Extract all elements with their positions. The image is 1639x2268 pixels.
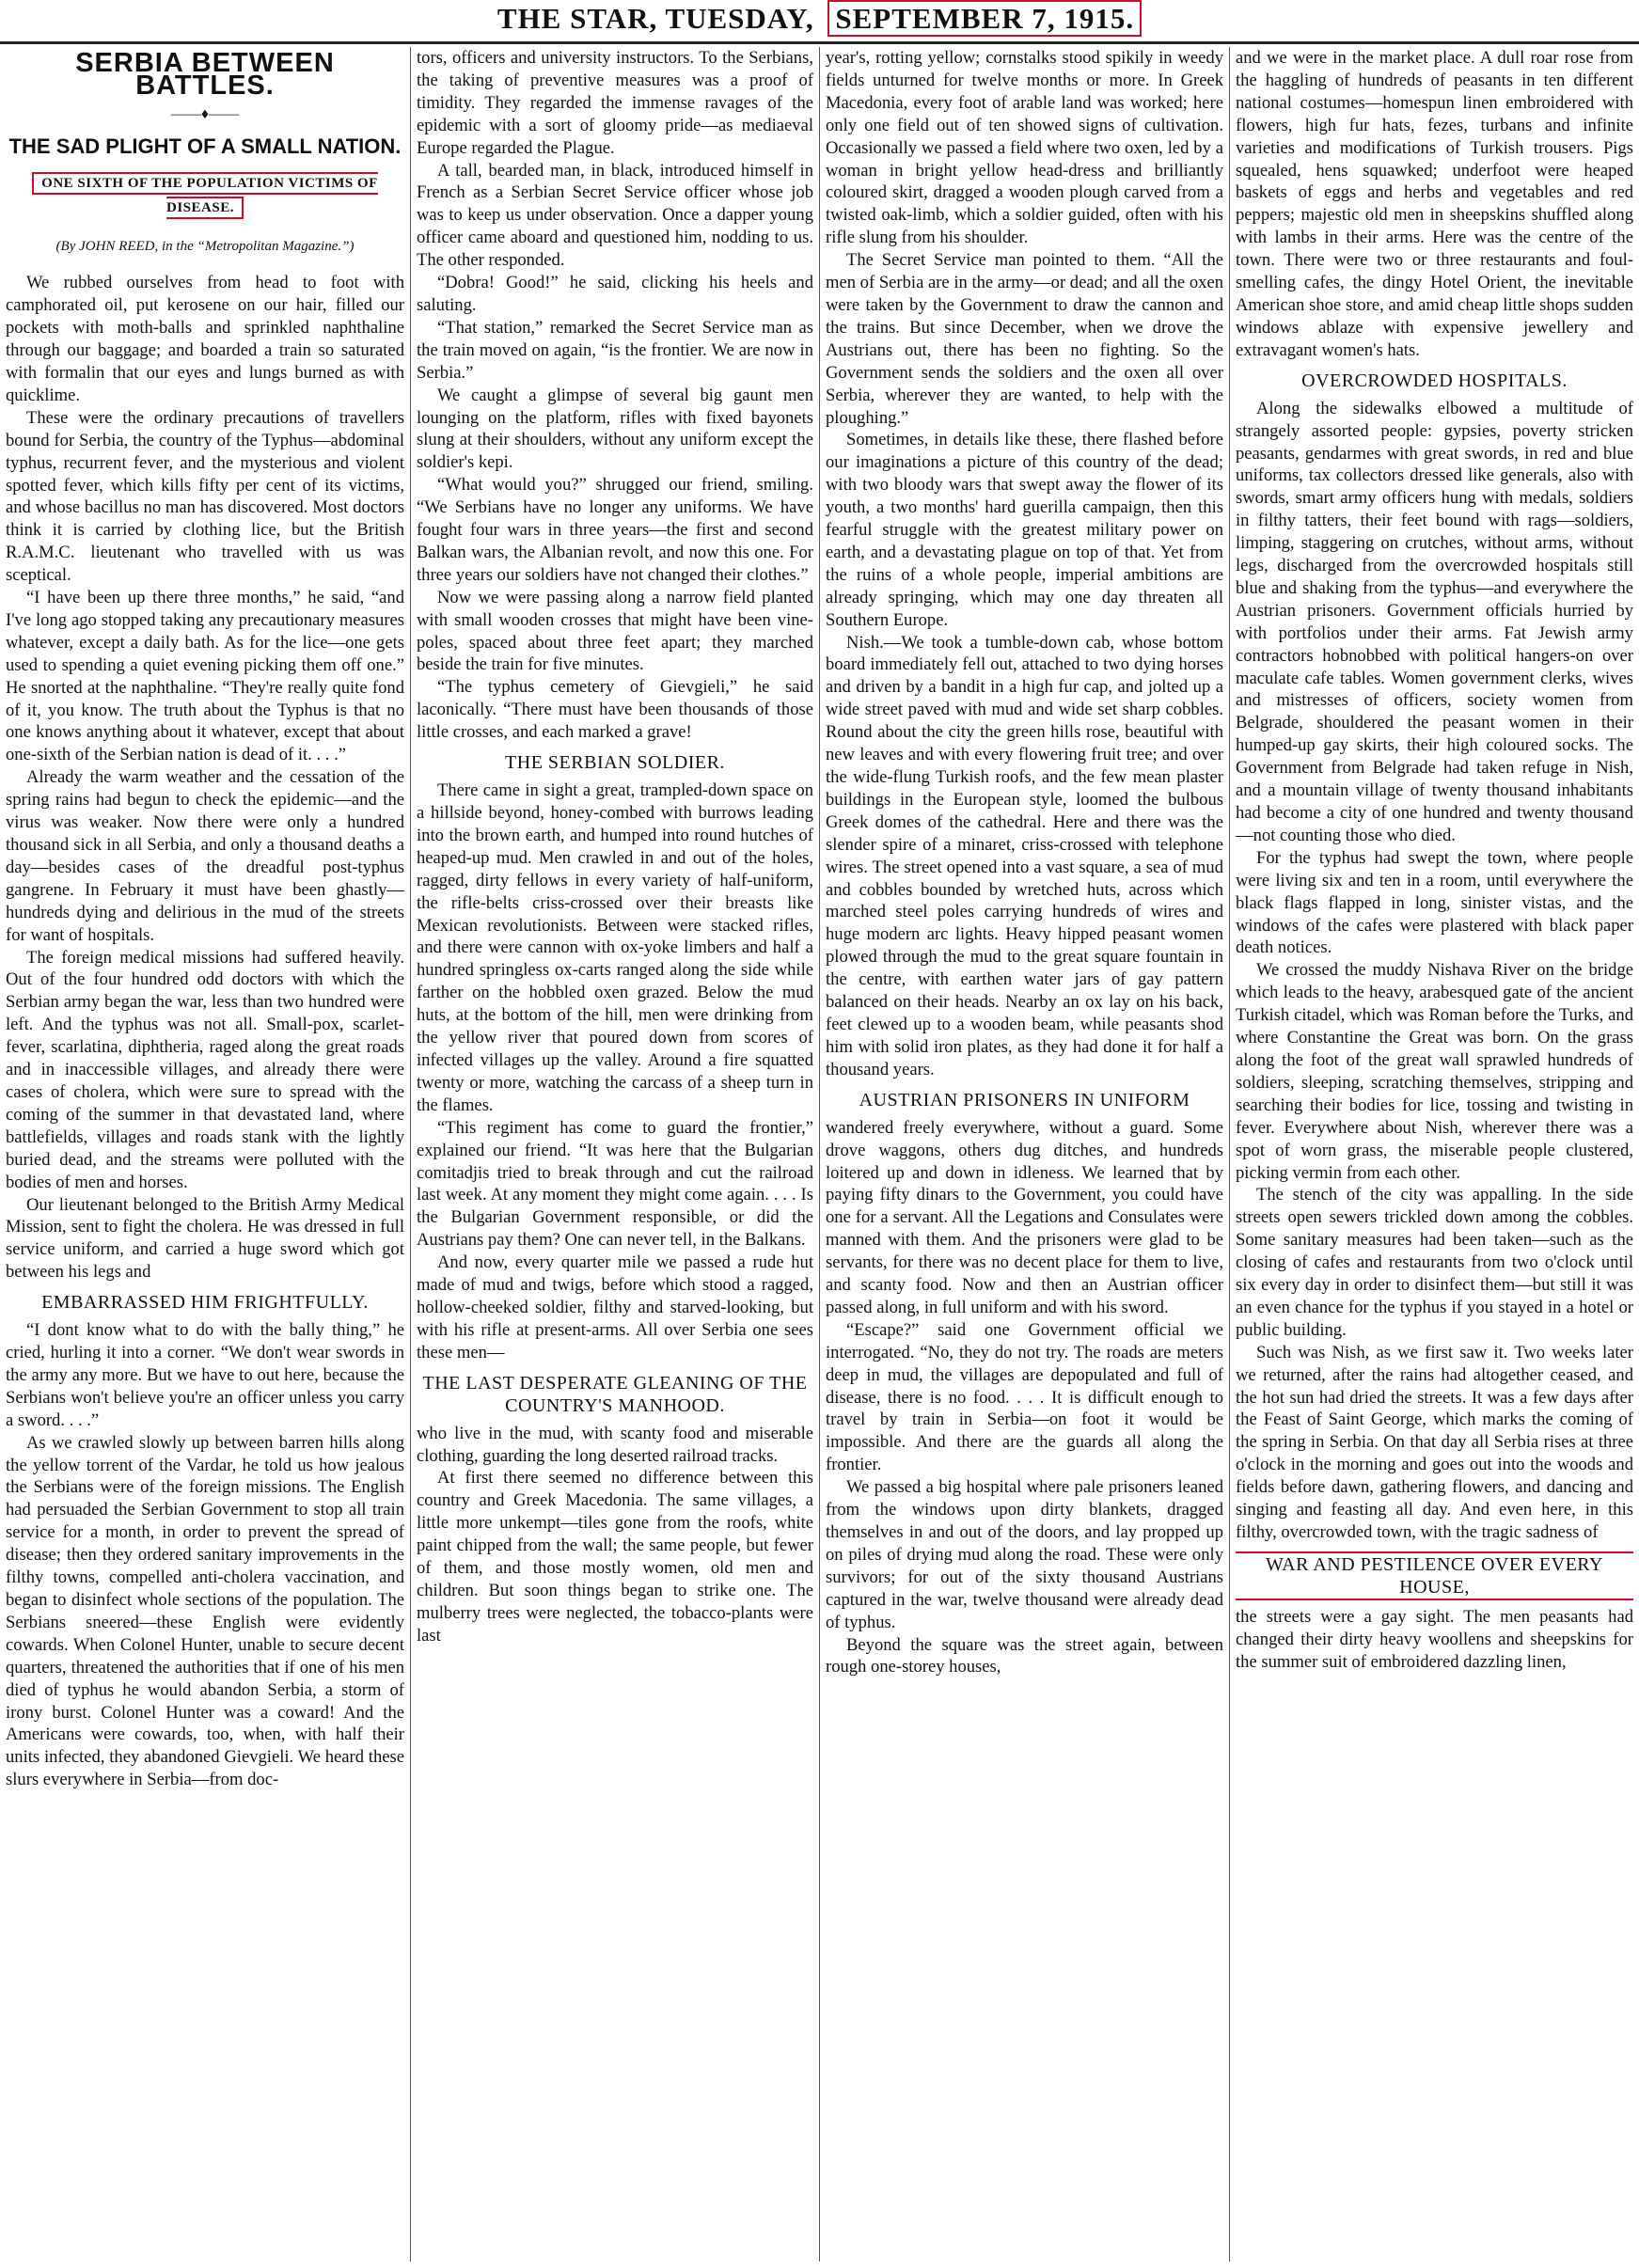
paragraph: We crossed the muddy Nishava River on the bridge which leads to the heavy, arabesqued gate of the ancient Turkish citadel, which was Roman before the Turks, and where Constantine the Great was born. On the grass along the foot of the great wall sprawled hundreds of soldiers, sleeping, scratching themselves, stripping and searching their bodies for lice, tossing and twisting in fever. Everywhere about Nish, wherever there was a spot of worn grass, the miserable people clustered, picking vermin from each other. xyxy=(1236,960,1633,1183)
column-4 xyxy=(1230,47,1639,2261)
article-deck xyxy=(6,171,404,220)
section-heading: THE LAST DESPERATE GLEANING OF THE COUNTRY'S MANHOOD. xyxy=(422,1372,808,1416)
paragraph: tors, officers and university instructors. To the Serbians, the taking of preventive measures was a proof of timidity. They regarded the immense ravages of the epidemic with a sort of gloomy pride—as mediaeval Europe regarded the Plague. xyxy=(417,48,813,158)
article-subtitle: THE SAD PLIGHT OF A SMALL NATION. xyxy=(8,134,402,158)
issue-date: SEPTEMBER 7, 1915. xyxy=(827,0,1142,37)
paragraph: who live in the mud, with scanty food and miserable clothing, guarding the long deserted railroad tracks. xyxy=(417,1423,813,1466)
masthead xyxy=(0,0,1639,41)
deck-text: ONE SIXTH OF THE POPULATION VICTIMS OF DISEASE. xyxy=(32,172,378,219)
paragraph: A tall, bearded man, in black, introduced himself in French as a Serbian Secret Service officer whose job was to keep us under observation. Once a dapper young officer came aboard and questioned him, nodding to us. The other responded. xyxy=(417,160,813,271)
paper-name: THE STAR, TUESDAY, xyxy=(496,2,814,35)
paragraph: “This regiment has come to guard the frontier,” explained our friend. “It was here that the Bulgarian comitadjis tried to break through and cut the railroad last week. At any moment they might come again. . . . Is the Bulgarian Government responsible, or did the Austrians pay them? One can never tell, in the Balkans. xyxy=(417,1117,813,1251)
paragraph: Our lieutenant belonged to the British Army Medical Mission, sent to fight the cholera. He was dressed in full service uniform, and carried a huge sword which got between his legs and xyxy=(6,1194,404,1283)
byline: (By JOHN REED, in the “Metropolitan Magazine.”) xyxy=(55,239,355,255)
section-heading: EMBARRASSED HIM FRIGHTFULLY. xyxy=(41,1292,369,1314)
paragraph: At first there seemed no difference between this country and Greek Macedonia. The same villages, a little more unkempt—tiles gone from the roofs, white paint chipped from the wall; the same people, but fewer of them, and those mostly women, old men and children. But soon things began to strike one. The mulberry trees were neglected, the tobacco-plants were last xyxy=(417,1468,813,1646)
paragraph: Already the warm weather and the cessation of the spring rains had begun to check the epidemic—and the virus was weaker. Now there were only a hundred thousand sick in all Serbia, and only a thousand deaths a day—besides cases of the dreadful post-typhus gangrene. In February it must have been ghastly—hundreds dying and delirious in the mud of the streets for want of hospitals. xyxy=(6,767,404,945)
paragraph: Beyond the square was the street again, between rough one-storey houses, xyxy=(826,1634,1223,1677)
paragraph: “The typhus cemetery of Gievgieli,” he said laconically. “There must have been thousands of those little crosses, and each marked a grave! xyxy=(417,677,813,743)
column-3 xyxy=(820,47,1229,2261)
article-title: SERBIA BETWEEN BATTLES. xyxy=(75,48,335,101)
section-heading: WAR AND PESTILENCE OVER EVERY HOUSE, xyxy=(1236,1551,1633,1600)
paragraph: The foreign medical missions had suffered heavily. Out of the four hundred odd doctors with which the Serbian army began the war, less than two hundred were left. And the typhus was not all. Small-pox, scarlet-fever, scarlatina, diphtheria, raged along the great roads and in inaccessible villages, and already there were cases of cholera, which were sure to spread with the coming of the summer in that devastated land, where battlefields, villages and roads stank with the lightly buried dead, and the streams were polluted with the bodies of men and horses. xyxy=(6,947,404,1192)
paragraph: the streets were a gay sight. The men peasants had changed their dirty heavy woollens and sheepskins for the summer suit of embroidered dazzling linen, xyxy=(1236,1606,1633,1672)
paragraph: The Secret Service man pointed to them. “All the men of Serbia are in the army—or dead; and all the oxen were taken by the Government to draw the cannon and the trains. But since December, when we drove the Austrians out, there has been no fighting. So the Government sends the soldiers and the oxen all over Serbia, wherever they are wanted, to help with the ploughing.” xyxy=(826,250,1223,428)
paragraph: and we were in the market place. A dull roar rose from the haggling of hundreds of peasants in ten different national costumes—homespun linen embroidered with flowers, high fur hats, fezes, turbans and infinite varieties and modifications of Turkish trousers. Pigs squealed, hens squawked; underfoot were heaped baskets of eggs and herbs and vegetables and red peppers; majestic old men in sheepskins shuffled along with lambs in their arms. Here was the centre of the town. There were two or three restaurants and foul-smelling cafes, the dingy Hotel Orient, the inevitable American shoe store, and amid cheap little shops sudden windows ablaze with expensive jewellery and extravagant women's hats. xyxy=(1236,48,1633,360)
paragraph: And now, every quarter mile we passed a rude hut made of mud and twigs, before which stood a ragged, hollow-cheeked soldier, filthy and starved-looking, but with his rifle at present-arms. All over Serbia one sees these men— xyxy=(417,1252,813,1362)
paragraph: wandered freely everywhere, without a guard. Some drove waggons, others dug ditches, and hundreds loitered up and down in idleness. We learned that by paying fifty dinars to the Government, you could have one for a servant. All the Legations and Consulates were manned with them. And the prisoners were glad to be servants, for there was no decent place for them to live, and scanty food. Now and then an Austrian officer passed along, in full uniform and with his sword. xyxy=(826,1117,1223,1317)
paragraph: We caught a glimpse of several big gaunt men lounging on the platform, rifles with fixed bayonets slung at their shoulders, without any uniform except the soldier's kepi. xyxy=(417,385,813,473)
paragraph: “That station,” remarked the Secret Service man as the train moved on again, “is the frontier. We are now in Serbia.” xyxy=(417,317,813,383)
paragraph: year's, rotting yellow; cornstalks stood spikily in weedy fields unturned for twelve months or more. In Greek Macedonia, every foot of arable land was worked; here only one field out of ten showed signs of cultivation. Occasionally we passed a field where two oxen, led by a woman in bright yellow head-dress and brilliantly coloured skirt, dragged a wooden plough carved from a twisted oak-limb, which a soldier guided, often with his rifle slung from his shoulder. xyxy=(826,48,1223,248)
paragraph: Along the sidewalks elbowed a multitude of strangely assorted people: gypsies, poverty stricken peasants, gendarmes with great swords, in red and blue uniforms, tax collectors dressed like generals, also with swords, smart army officers hung with medals, soldiers in filthy tatters, their feet bound with rags—soldiers, limping, staggering on crutches, without arms, without legs, discharged from the overcrowded hospitals still blue and shaking from the typhus—and everywhere the Austrian prisoners. Government officials hurried by with portfolios under their arms. Fat Jewish army contractors hobnobbed with political hangers-on over maculate cafe tables. Women government clerks, wives and mistresses of officers, society women from Belgrade, shouldered the peasant women in their humped-up gay skirts, their high coloured socks. The Government from Belgrade had taken refuge in Nish, and a mountain village of twenty thousand inhabitants had become a city of one hundred and twenty thousand—not counting those who died. xyxy=(1236,398,1633,845)
paragraph: These were the ordinary precautions of travellers bound for Serbia, the country of the Typhus—abdominal typhus, recurrent fever, and the mysterious and violent spotted fever, which kills fifty per cent of its victims, and whose bacillus no man has discovered. Most doctors think it is carried by clothing lice, but the British R.A.M.C. lieutenant who travelled with us was sceptical. xyxy=(6,407,404,586)
paragraph: “Dobra! Good!” he said, clicking his heels and saluting. xyxy=(417,273,813,315)
paragraph: As we crawled slowly up between barren hills along the yellow torrent of the Vardar, he told us how jealous the Serbians were of the foreign missions. The English had persuaded the Serbian Government to stop all train service for a month, in order to prevent the spread of disease; then they ordered sanitary improvements in the filthy towns, compelled anti-cholera vaccination, and began to disinfect whole sections of the population. The Serbians sneered—these English were evidently cowards. When Colonel Hunter, unable to secure decent quarters, threatened the authorities that if one of his men died of typhus he would abandon Serbia, a storm of irony burst. Colonel Hunter was a coward! And the Americans were cowards, too, when, with half their units infected, they abandoned Gievgieli. We heard these slurs everywhere in Serbia—from doc- xyxy=(6,1432,404,1790)
paragraph: Nish.—We took a tumble-down cab, whose bottom board immediately fell out, attached to two dying horses and driven by a bandit in a high fur cap, and jolted up a wide street paved with mud and wide set sharp cobbles. Round about the city the green hills rose, beautiful with new leaves and with every flowering fruit tree; and over the wide-flung Turkish roofs, and the few mean plaster buildings in the European style, loomed the bulbous Greek domes of the cathedral. Here and there was the slender spire of a minaret, criss-crossed with telephone wires. The street opened into a vast square, a sea of mud and cobbles bounded by wretched huts, across which marched steel poles carrying hundreds of wires and huge modern arc lights. Heavy hipped peasant women plowed through the mud to the great square fountain in the centre, with earthen water jars of gay pattern balanced on their heads. Nearby an ox lay on his back, feet clewed up to a wooden beam, while peasants shod him with solid iron plates, as they had done it for half a thousand years. xyxy=(826,632,1223,1079)
column-1 xyxy=(0,47,410,2261)
paragraph: Now we were passing along a narrow field planted with small wooden crosses that might have been vine-poles, spaced about three feet apart; they marched beside the train for five minutes. xyxy=(417,587,813,675)
paragraph: “What would you?” shrugged our friend, smiling. “We Serbians have no longer any uniforms. We have fought four wars in three years—the first and second Balkan wars, the Albanian revolt, and now this one. For three years our soldiers have not changed their clothes.” xyxy=(417,475,813,585)
paragraph: “I dont know what to do with the bally thing,” he cried, hurling it into a corner. “We don't wear swords in the army any more. But we have to out here, because the Serbians won't believe you're an officer unless you carry a sword. . . .” xyxy=(6,1320,404,1430)
section-heading: THE SERBIAN SOLDIER. xyxy=(505,752,725,774)
paragraph: “I have been up there three months,” he said, “and I've long ago stopped taking any precautionary measures whatever, except a daily bath. As for the lice—one gets used to spending a quiet evening picking them off one.” He snorted at the naphthaline. “They're really quite fond of it, you know. The truth about the Typhus is that no one knows anything about it whatever, except that about one-sixth of the Serbian nation is dead of it. . . .” xyxy=(6,588,404,765)
paragraph: There came in sight a great, trampled-down space on a hillside beyond, honey-combed with burrows leading into the brown earth, and humped into round hutches of heaped-up mud. Men crawled in and out of the holes, ragged, dirty fellows in every variety of half-uniform, the rifle-belts criss-crossed over their breasts like Mexican revolutionists. Between were stacked rifles, and there were cannon with ox-yoke limbers and half a hundred springless ox-carts ranged along the side while farther on the hobbled oxen grazed. Below the mud huts, at the bottom of the hill, men were drinking from the yellow river that poured down from scores of infected villages up the valley. Around a fire squatted twenty or more, watching the carcass of a sheep turn in the flames. xyxy=(417,780,813,1115)
paragraph: “Escape?” said one Government official we interrogated. “No, they do not try. The roads are meters deep in mud, the villages are depopulated and full of disease, there is no food. . . . It is difficult enough to travel by train in Serbia—on foot it would be impossible. And there are the guards all along the frontier. xyxy=(826,1319,1223,1475)
paragraph: For the typhus had swept the town, where people were living six and ten in a room, until everywhere the black flags flapped in long, sinister vistas, and the windows of the cafes were plastered with black paper death notices. xyxy=(1236,847,1633,958)
paragraph: We passed a big hospital where pale prisoners leaned from the windows upon dirty blankets, dragged themselves in and out of the doors, and lay propped up on piles of drying mud along the road. These were only survivors; for out of the sixty thousand Austrians captured in the war, twelve thousand were already dead of typhus. xyxy=(826,1477,1223,1632)
paragraph: We rubbed ourselves from head to foot with camphorated oil, put kerosene on our hair, filled our pockets with moth-balls and sprinkled naphthaline through our baggage; and boarded a train so saturated with formalin that our eyes and lungs burned as with quicklime. xyxy=(6,273,404,405)
column-2 xyxy=(411,47,819,2261)
paragraph: The stench of the city was appalling. In the side streets open sewers trickled down among the cobbles. Some sanitary measures had been taken—such as the closing of cafes and restaurants from two o'clock until six every day in order to disinfect them—but still it was an even chance for the typhus if you stayed in a hotel or public building. xyxy=(1236,1185,1633,1340)
ornament: ——♦—— xyxy=(170,105,240,122)
masthead-rule xyxy=(0,41,1639,44)
paragraph: Sometimes, in details like these, there flashed before our imaginations a picture of this country of the dead; with two bloody wars that swept away the flower of its youth, a two months' hard guerilla campaign, then this fearful struggle with the greatest military power on earth, and a devastating plague on top of that. Yet from the ruins of a whole people, imperial ambitions are already springing, which may one day threaten all Southern Europe. xyxy=(826,430,1223,630)
section-heading: AUSTRIAN PRISONERS IN UNIFORM xyxy=(859,1089,1190,1110)
paragraph: Such was Nish, as we first saw it. Two weeks later we returned, after the rains had altogether ceased, and the hot sun had dried the streets. It was a few days after the Feast of Saint George, which marks the coming of the spring in Serbia. On that day all Serbia rises at three o'clock in the morning and goes out into the woods and fields before dawn, gathering flowers, and dancing and singing and feasting all day. And even here, in this filthy, overcrowded town, with the tragic sadness of xyxy=(1236,1342,1633,1542)
section-heading: OVERCROWDED HOSPITALS. xyxy=(1301,370,1568,391)
